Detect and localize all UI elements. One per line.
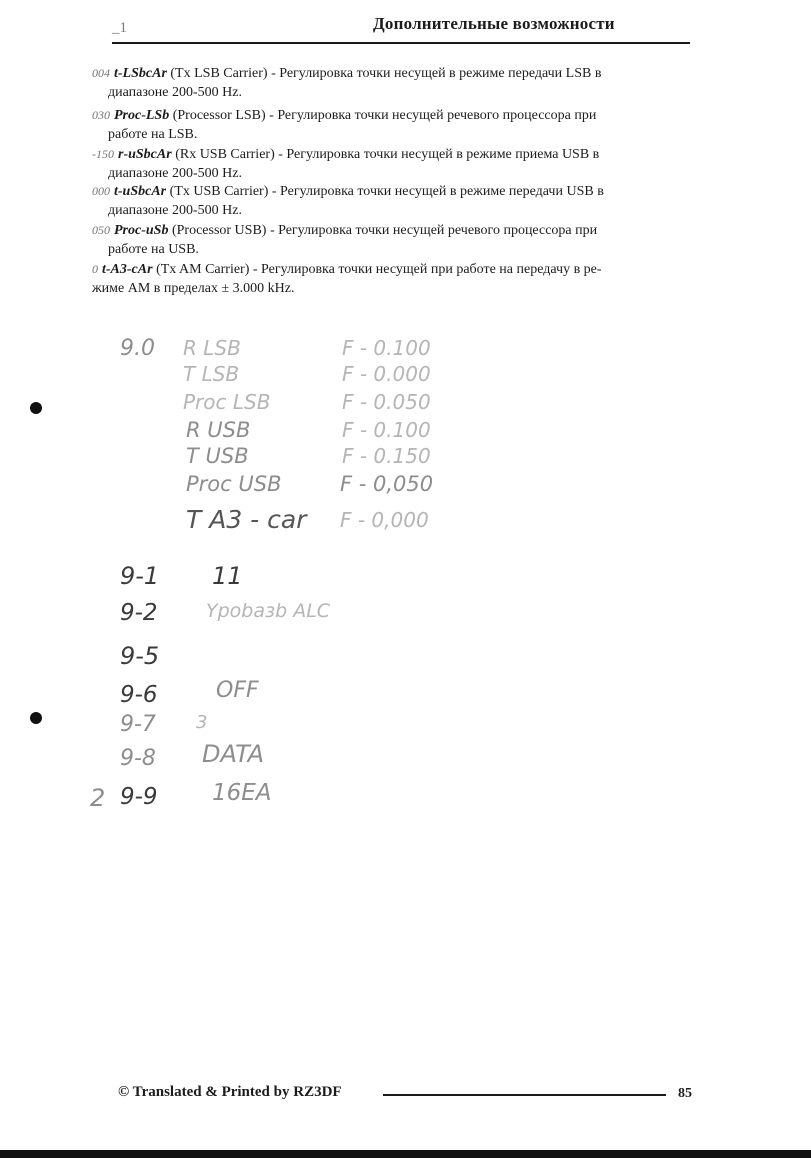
- entry-note: 030: [92, 108, 110, 122]
- handwritten-margin-mark: 2: [90, 784, 106, 812]
- handwritten-menu-value: DATA: [202, 740, 265, 768]
- handwritten-setting-name: R LSB: [183, 336, 241, 360]
- entry-t-usbcar: [92, 182, 698, 220]
- header-divider: [112, 42, 690, 44]
- entry-text-continued: работе на LSB.: [108, 127, 198, 142]
- entry-term: r-uSbcAr: [118, 147, 172, 162]
- handwritten-setting-value: F - 0,050: [340, 472, 434, 496]
- entry-text: (Tx LSB Carrier) - Регулировка точки несущей в режиме передачи LSB в: [166, 66, 602, 81]
- scan-edge: [0, 1150, 811, 1158]
- handwritten-setting-value: F - 0.150: [342, 444, 431, 468]
- handwritten-menu-value: Ypobaзb ALC: [206, 600, 331, 622]
- handwritten-menu-label: 9-6: [120, 682, 158, 708]
- entry-note: 0: [92, 262, 98, 276]
- handwritten-setting-name: Proc LSB: [183, 390, 271, 414]
- handwritten-setting-name: R USB: [186, 418, 251, 442]
- entry-t-a3-car: [92, 260, 698, 298]
- handwritten-menu-label: 9-5: [120, 642, 160, 670]
- entry-text: (Tx AM Carrier) - Регулировка точки несущей при работе на передачу в ре-: [152, 262, 602, 277]
- handwritten-setting-value: F - 0.100: [342, 336, 431, 360]
- footer-divider: [383, 1094, 666, 1096]
- handwritten-menu-value: OFF: [216, 678, 259, 703]
- entry-term: t-uSbcAr: [114, 184, 167, 199]
- handwritten-section-label: 9.0: [120, 336, 155, 361]
- entry-note: 004: [92, 66, 110, 80]
- handwritten-menu-value: 16EA: [212, 780, 272, 806]
- handwritten-menu-label: 9-1: [120, 562, 160, 590]
- entry-text-continued: диапазоне 200-500 Hz.: [108, 85, 242, 100]
- handwritten-setting-name: T USB: [186, 444, 249, 468]
- page-number: 85: [678, 1086, 692, 1101]
- entry-text: (Tx USB Carrier) - Регулировка точки несущей в режиме передачи USB в: [166, 184, 604, 199]
- handwritten-setting-name: T A3 - car: [186, 505, 307, 534]
- handwritten-menu-label: 9-2: [120, 600, 158, 626]
- entry-text-continued: жиме AM в пределах ± 3.000 kHz.: [92, 281, 295, 296]
- handwritten-menu-value: 3: [196, 712, 208, 733]
- entry-text: (Processor USB) - Регулировка точки несущей речевого процессора при: [168, 223, 598, 238]
- entry-note: -150: [92, 147, 114, 161]
- entry-t-lsbcar: [92, 64, 698, 102]
- entry-text-continued: диапазоне 200-500 Hz.: [108, 166, 242, 181]
- entry-term: Proc-uSb: [114, 223, 169, 238]
- handwritten-setting-value: F - 0.050: [342, 390, 431, 414]
- entry-text: (Rx USB Carrier) - Регулировка точки несущей в режиме приема USB в: [171, 147, 600, 162]
- handwritten-setting-value: F - 0,000: [340, 508, 429, 532]
- handwritten-menu-label: 9-7: [120, 712, 156, 737]
- handwritten-setting-name: Proc USB: [186, 472, 282, 496]
- entry-text-continued: работе на USB.: [108, 242, 199, 257]
- entry-term: Proc-LSb: [114, 108, 170, 123]
- entry-term: t-LSbcAr: [114, 66, 167, 81]
- entry-term: t-A3-cAr: [102, 262, 153, 277]
- entry-text: (Processor LSB) - Регулировка точки несущей речевого процессора при: [169, 108, 597, 123]
- entry-proc-usb: [92, 221, 698, 259]
- page-title: Дополнительные возможности: [373, 14, 615, 33]
- corner-mark: _1: [112, 20, 127, 36]
- handwritten-setting-name: T LSB: [183, 362, 240, 386]
- entry-note: 000: [92, 184, 110, 198]
- handwritten-menu-label: 9-8: [120, 746, 156, 771]
- handwritten-menu-label: 9-9: [120, 784, 158, 810]
- handwritten-setting-value: F - 0.000: [342, 362, 431, 386]
- handwritten-setting-value: F - 0.100: [342, 418, 431, 442]
- punch-hole: [30, 402, 42, 414]
- entry-r-usbcar: [92, 145, 698, 183]
- footer-credit: © Translated & Printed by RZ3DF: [118, 1084, 342, 1100]
- entry-proc-lsb: [92, 106, 698, 144]
- punch-hole: [30, 712, 42, 724]
- entry-note: 050: [92, 223, 110, 237]
- entry-text-continued: диапазоне 200-500 Hz.: [108, 203, 242, 218]
- handwritten-menu-value: 11: [212, 562, 243, 590]
